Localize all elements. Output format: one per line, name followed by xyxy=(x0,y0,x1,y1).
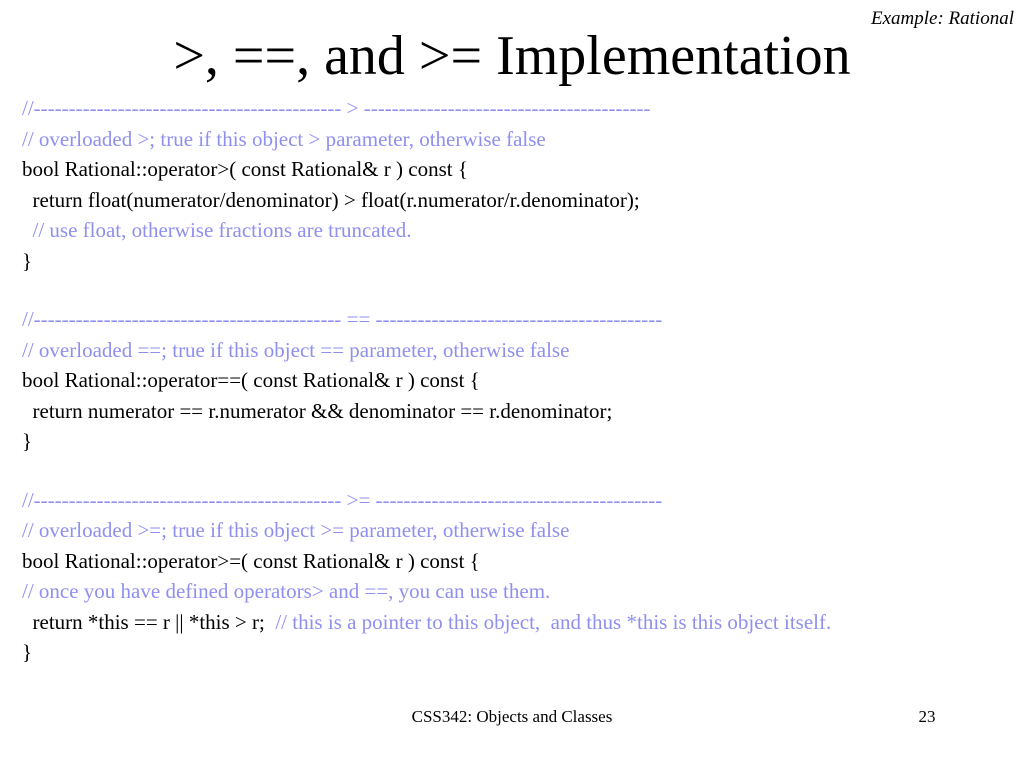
body-ge-code: return *this == r || *this > r; xyxy=(22,609,276,634)
body-ge-comment: // this is a pointer to this object, and thus *this is this object itself. xyxy=(275,609,832,634)
footer-course-title: CSS342: Objects and Classes xyxy=(411,707,613,726)
page-number: 23 xyxy=(918,707,936,726)
slide-title: >, ==, and >= Implementation xyxy=(173,25,851,87)
signature-gt: bool Rational::operator>( const Rational& r ) const { xyxy=(22,157,468,181)
comment-eq: // overloaded ==; true if this object == parameter, otherwise false xyxy=(22,337,570,362)
signature-ge: bool Rational::operator>=( const Rational& r ) const { xyxy=(22,548,480,573)
code-block xyxy=(22,93,1017,668)
example-label: Example: Rational xyxy=(871,8,1014,29)
close-brace-eq: } xyxy=(22,429,33,453)
divider-gt: //-------------------------------------------- > ----------------------------------------- xyxy=(22,96,651,120)
signature-eq: bool Rational::operator==( const Rational& r ) const { xyxy=(22,368,480,392)
note-ge: // once you have defined operators> and ==, you can use them. xyxy=(22,579,551,603)
comment-ge: // overloaded >=; true if this object >= parameter, otherwise false xyxy=(22,518,570,542)
divider-eq: //-------------------------------------------- == ----------------------------------------- xyxy=(22,307,663,331)
spacer xyxy=(22,276,1017,304)
close-brace-ge: } xyxy=(22,640,33,664)
divider-ge: //-------------------------------------------- >= ----------------------------------------- xyxy=(22,487,663,512)
body-gt: return float(numerator/denominator) > float(r.numerator/r.denominator); xyxy=(22,187,640,212)
note-gt: // use float, otherwise fractions are truncated. xyxy=(22,218,412,242)
close-brace-gt: } xyxy=(22,248,33,273)
comment-gt: // overloaded >; true if this object > parameter, otherwise false xyxy=(22,126,546,151)
spacer xyxy=(22,457,1017,485)
body-eq: return numerator == r.numerator && denominator == r.denominator; xyxy=(22,398,613,423)
body-ge xyxy=(22,607,1017,638)
